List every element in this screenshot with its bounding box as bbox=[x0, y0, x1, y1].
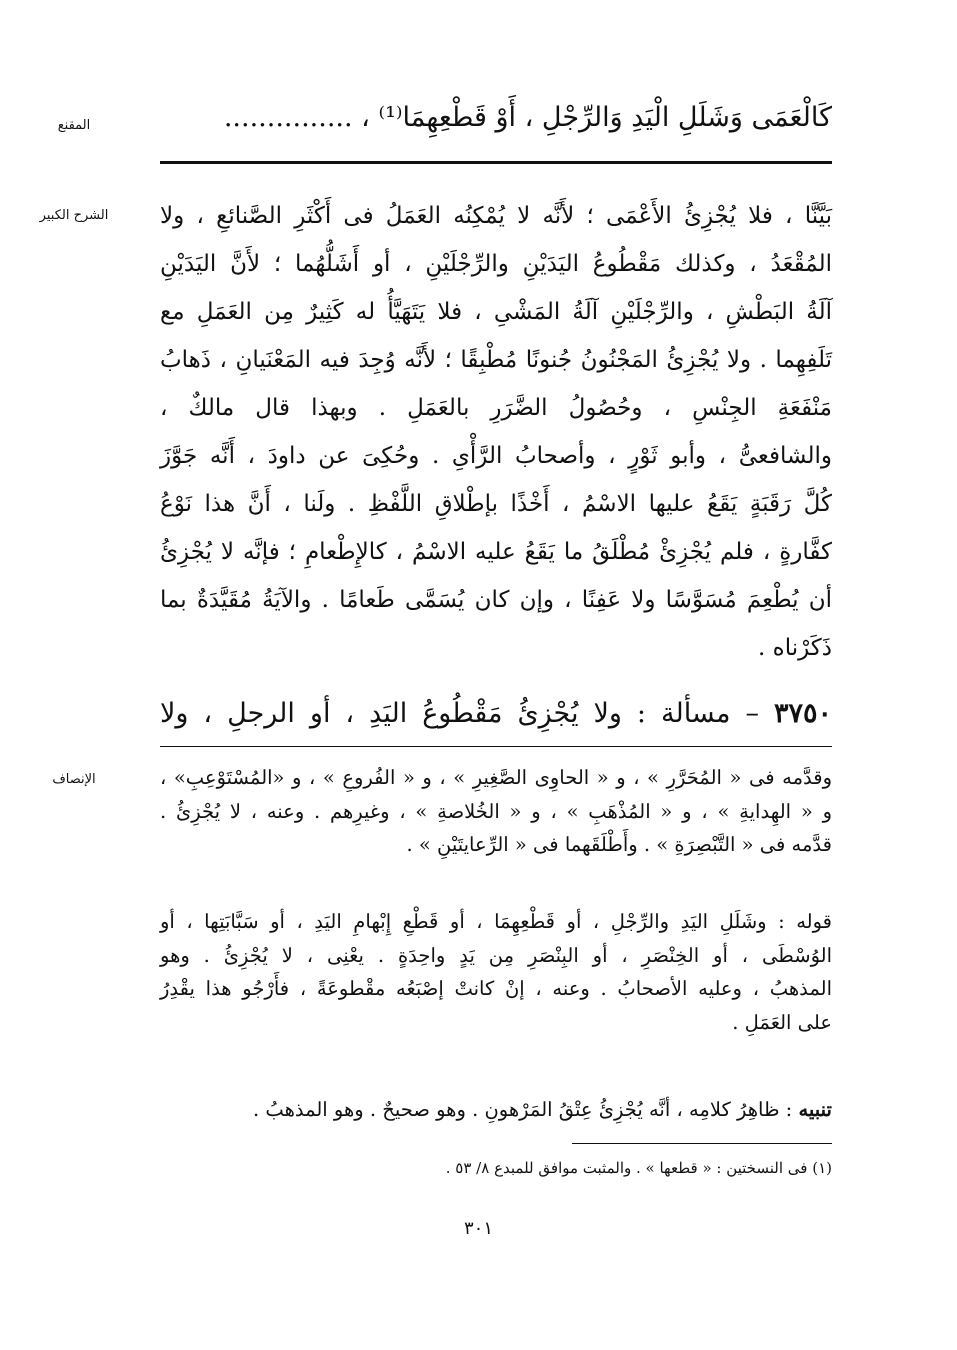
insaf-line: المذهبُ ، وعليه الأصحابُ . وعنه ، إنْ كانتْ إصْبَعُه مقْطوعَةً ، فأَرْجُو هذا يقْدِرُ bbox=[160, 977, 832, 1000]
sharh-line: كُلَّ رَقَبَةٍ يَقَعُ عليها الاسْمُ ، أَخْذًا بإطْلاقِ اللَّفْظِ . ولَنا ، أَنَّ هذا نَوْعُ bbox=[160, 491, 832, 517]
masala-text: – مسألة : ولا يُجْزِئُ مَقْطُوعُ اليَدِ ، أو الرجلِ ، ولا bbox=[160, 698, 774, 729]
sharh-line: والشافعىُّ ، وأبو ثَوْرٍ ، وأصحابُ الرَّأْىِ . وحُكِىَ عن داودَ ، أَنَّه جَوَّزَ bbox=[160, 443, 832, 469]
footnote-divider bbox=[572, 1143, 832, 1144]
insaf-paragraph-2 bbox=[160, 912, 832, 1046]
sharh-line: بَيَّنَّا ، فلا يُجْزِئُ الأَعْمَى ؛ لأَنَّه لا يُمْكِنُه العَمَلُ فى أَكْثَرِ الصَّنائعِ ، ولا bbox=[160, 203, 832, 229]
sharh-line: المُقْعَدُ ، وكذلك مَقْطُوعُ اليَدَيْنِ والرِّجْلَيْنِ ، أو أَشَلُّهُما ؛ لأَنَّ اليَدَيْنِ bbox=[160, 251, 832, 277]
masala-heading bbox=[160, 700, 832, 727]
insaf-line: قوله : وشَلَلِ اليَدِ والرِّجْلِ ، أو قَطْعِهِمَا ، أو قَطْعِ إِبْهامِ اليَدِ ، أو سَبَّابَتِها ، أو bbox=[160, 910, 832, 933]
insaf-line: قدَّمه فى « التَّبْصِرَةِ » . وأَطْلَقَهما فى « الرِّعايتَيْنِ » . bbox=[406, 833, 832, 856]
sharh-line: تَلَفِهِما . ولا يُجْزِئُ المَجْنُونُ جُنونًا مُطْبِقًا ؛ لأَنَّه وُجِدَ فيه المَعْنَيانِ ، ذَهابُ bbox=[160, 347, 832, 373]
matn-line: كَالْعَمَى وَشَلَلِ الْيَدِ وَالرِّجْلِ ، أَوْ قَطْعِهِمَا⁽¹⁾ ، ............... bbox=[223, 102, 832, 133]
matn-text bbox=[160, 104, 832, 131]
tanbih-text: : ظاهِرُ كلامِه ، أنَّه يُجْزِئُ عِتْقُ المَرْهونِ . وهو صحيحٌ . وهو المذهبُ . bbox=[253, 1098, 799, 1121]
sharh-line: آلَةُ البَطْشِ ، والرِّجْلَيْنِ آلَةُ المَشْىِ ، فلا يَتَهَيَّأُ له كَثِيرٌ مِن العَمَلِ مع bbox=[160, 299, 832, 325]
sharh-line: أن يُطْعِمَ مُسَوَّسًا ولا عَفِنًا ، وإن كان يُسَمَّى طَعامًا . والآيَةُ مُقَيَّدَةٌ بما bbox=[160, 587, 832, 613]
insaf-line: وقدَّمه فى « المُحَرَّرِ » ، و « الحاوِى الصَّغِيرِ » ، و « الفُروعِ » ، و «المُسْتَوْعِبِ» ، bbox=[160, 766, 832, 789]
insaf-line: الوُسْطَى ، أو الخِنْصَرِ ، أو البِنْصَرِ مِن يَدٍ واحِدَةٍ . يعْنِى ، لا يُجْزِئُ . وهو bbox=[160, 943, 832, 967]
page-number: ٣٠١ bbox=[463, 1218, 493, 1239]
label-sharh-kabir: الشرح الكبير bbox=[39, 208, 109, 223]
label-muqni: المقنع bbox=[57, 118, 91, 133]
masala-number: ٣٧٥٠ bbox=[773, 698, 832, 729]
label-insaf: الإنصاف bbox=[52, 772, 96, 787]
insaf-divider bbox=[160, 746, 832, 747]
matn-divider bbox=[160, 161, 832, 164]
tanbih-label: تنبيه bbox=[798, 1098, 832, 1121]
sharh-line: مَنْفَعَةِ الجِنْسِ ، وحُصُولُ الضَّرَرِ بالعَمَلِ . وبهذا قال مالكٌ ، bbox=[160, 395, 832, 421]
insaf-line: على العَمَلِ . bbox=[732, 1010, 832, 1034]
sharh-text bbox=[160, 205, 832, 685]
insaf-paragraph-1 bbox=[160, 768, 832, 869]
sharh-line: ذَكَرْناه . bbox=[758, 635, 832, 661]
tanbih-paragraph bbox=[160, 1100, 832, 1134]
sharh-line: كفَّارةٍ ، فلم يُجْزِئْ مُطْلَقُ ما يَقَعُ عليه الاسْمُ ، كالإِطْعامِ ؛ فإنَّه لا يُجْزِئُ bbox=[160, 539, 832, 565]
footnote: (١) فى النسختين : « قطعها » . والمثبت موافق للمبدع ٨/ ٥٣ . bbox=[445, 1159, 832, 1177]
insaf-line: و « الهِدايةِ » ، و « المُذْهَبِ » ، و « الخُلاصةِ » ، وغيرِهم . وعنه ، لا يُجْزِئُ . bbox=[160, 799, 832, 823]
